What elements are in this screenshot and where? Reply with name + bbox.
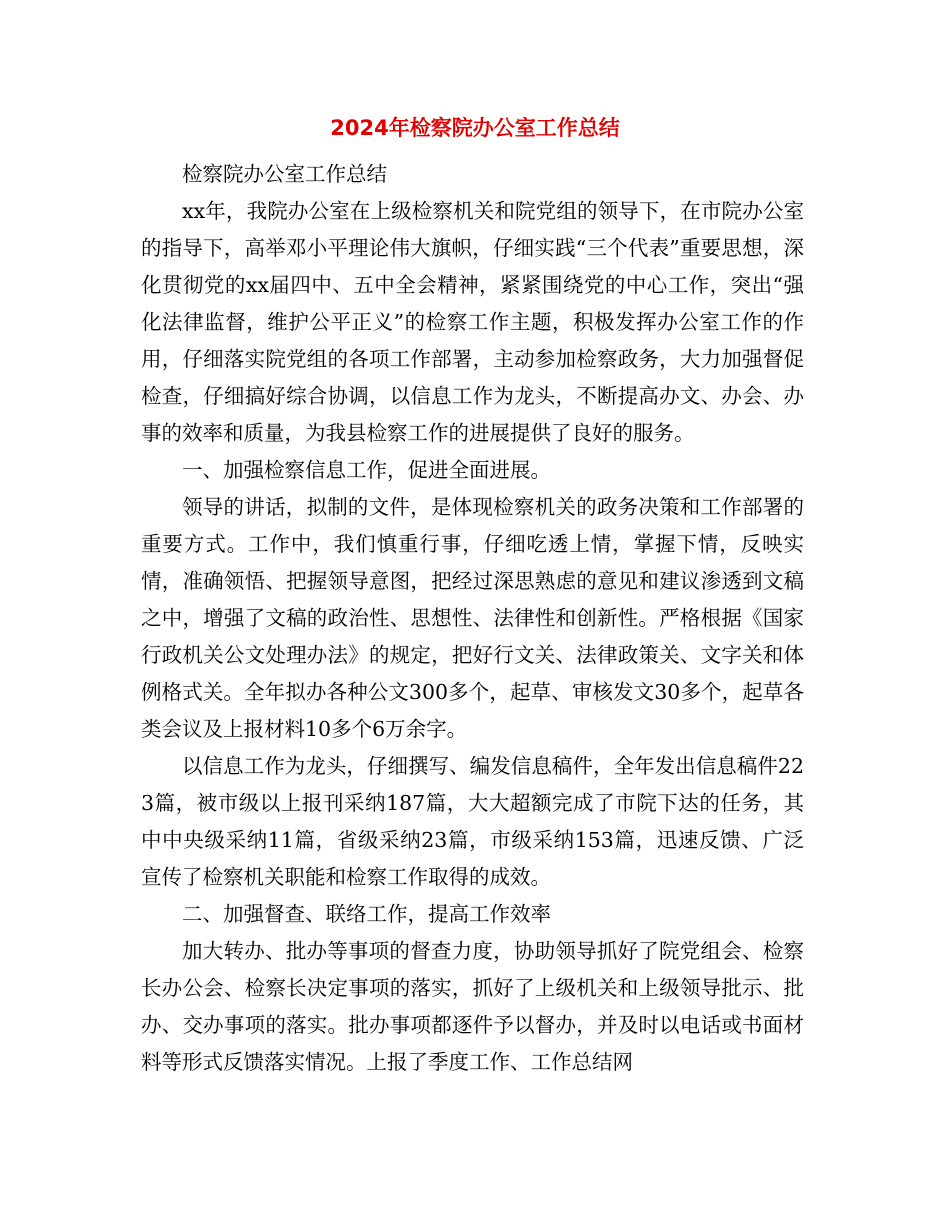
paragraph-supervision: 加大转办、批办等事项的督查力度，协助领导抓好了院党组会、检察长办公会、检察长决定事项的落实，抓好了上级机关和上级领导批示、批办、交办事项的落实。批办事项都逐件予以督办，并及时以电话或书面材料等形式反馈落实情况。上报了季度工作、工作总结网 (141, 939, 804, 1074)
paragraph-subtitle: 检察院办公室工作总结 (182, 162, 387, 186)
paragraph-information: 以信息工作为龙头，仔细撰写、编发信息稿件，全年发出信息稿件223篇，被市级以上报刊采纳187篇，大大超额完成了市院下达的任务，其中中央级采纳11篇，省级采纳23篇，市级采纳153篇，迅速反馈、广泛宣传了检察机关职能和检察工作取得的成效。 (141, 754, 804, 889)
paragraph-drafting: 领导的讲话，拟制的文件，是体现检察机关的政务决策和工作部署的重要方式。工作中，我们慎重行事，仔细吃透上情，掌握下情，反映实情，准确领悟、把握领导意图，把经过深思熟虑的意见和建议渗透到文稿之中，增强了文稿的政治性、思想性、法律性和创新性。严格根据《国家行政机关公文处理办法》的规定，把好行文关、法律政策关、文字关和体例格式关。全年拟办各种公文300多个，起草、审核发文30多个，起草各类会议及上报材料10多个6万余字。 (141, 495, 804, 741)
document-title: 2024年检察院办公室工作总结 (330, 116, 620, 140)
paragraph-intro: xx年，我院办公室在上级检察机关和院党组的领导下，在市院办公室的指导下，高举邓小平理论伟大旗帜，仔细实践“三个代表”重要思想，深化贯彻党的xx届四中、五中全会精神，紧紧围绕党的中心工作，突出“强化法律监督，维护公平正义”的检察工作主题，积极发挥办公室工作的作用，仔细落实院党组的各项工作部署，主动参加检察政务，大力加强督促检查，仔细搞好综合协调，以信息工作为龙头，不断提高办文、办会、办事的效率和质量，为我县检察工作的进展提供了良好的服务。 (141, 199, 804, 445)
document-body (141, 156, 804, 1081)
section-heading-2: 二、加强督查、联络工作，提高工作效率 (182, 902, 551, 926)
section-heading-1: 一、加强检察信息工作，促进全面进展。 (182, 458, 551, 482)
